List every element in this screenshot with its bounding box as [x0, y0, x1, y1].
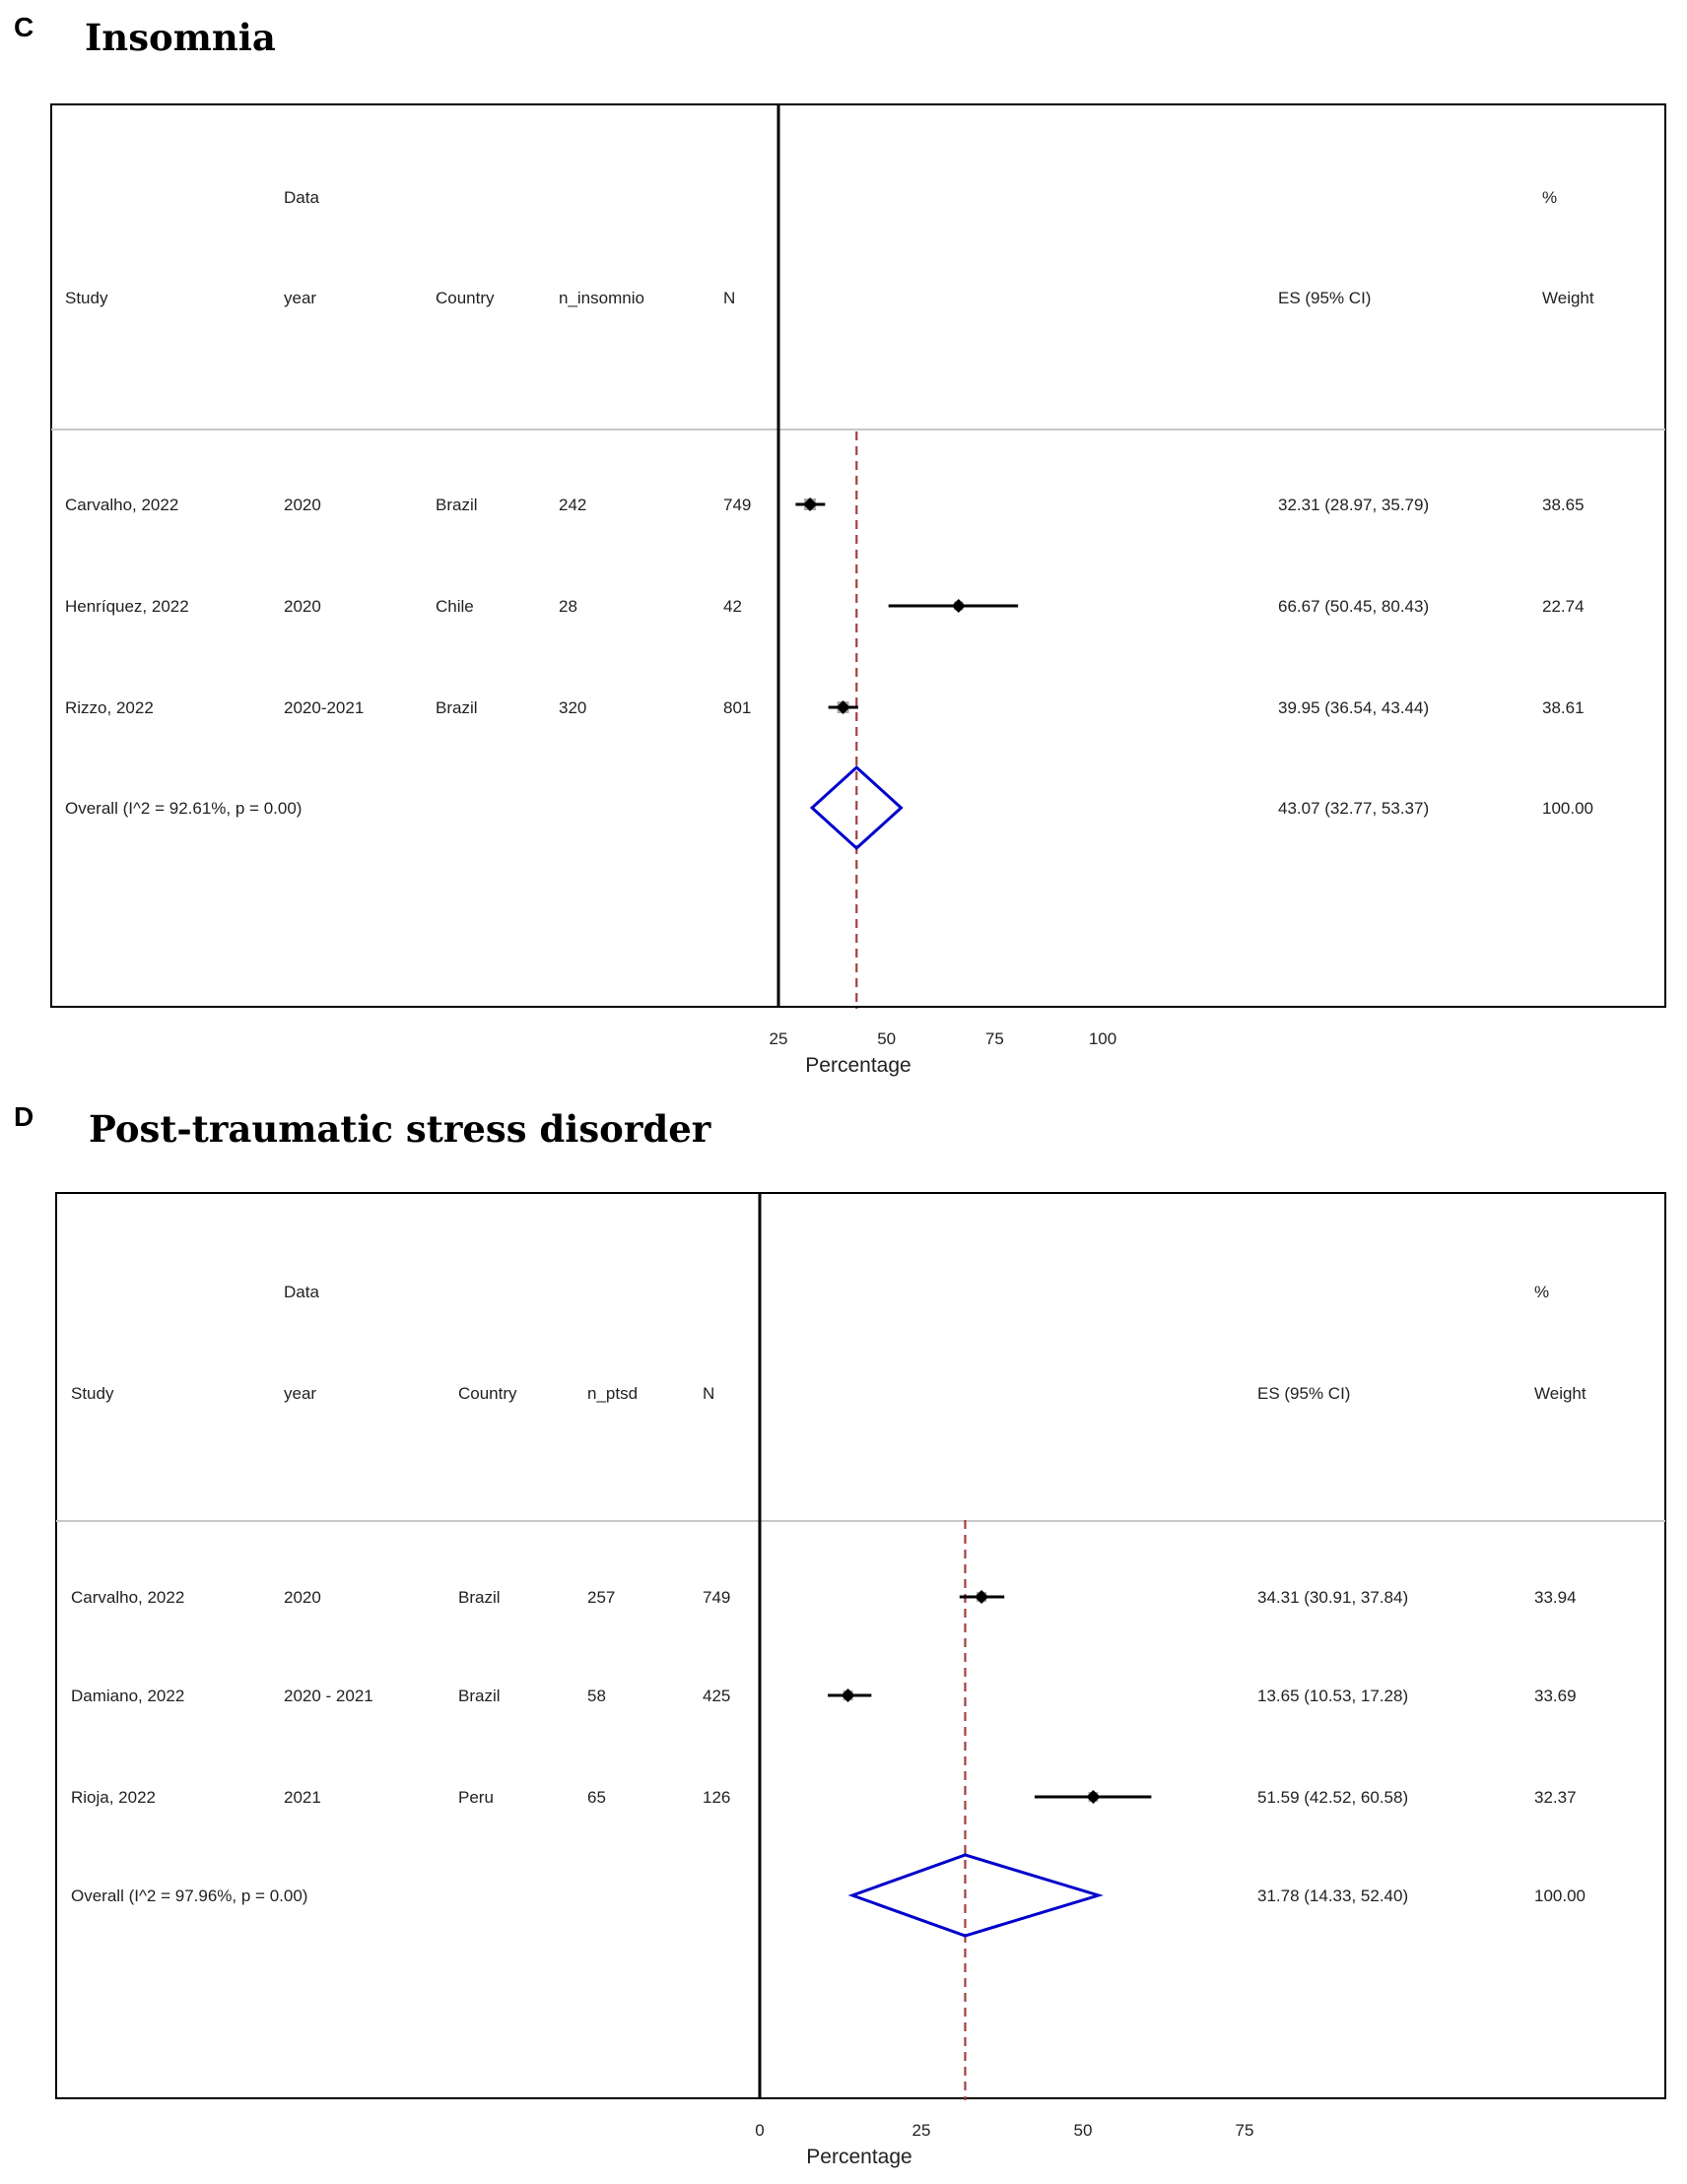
- study-year: 2020-2021: [284, 698, 365, 717]
- header-study: Study: [65, 289, 108, 307]
- header-weight: Weight: [1542, 289, 1594, 307]
- panel-d-ptsd: [0, 1093, 1687, 2184]
- header-n: n_insomnio: [559, 289, 644, 307]
- panel-title: Insomnia: [85, 16, 276, 59]
- study-weight: 33.94: [1534, 1588, 1577, 1607]
- study-country: Peru: [458, 1788, 494, 1807]
- study-name: Carvalho, 2022: [65, 496, 179, 514]
- study-weight: 33.69: [1534, 1687, 1577, 1705]
- study-es-ci: 39.95 (36.54, 43.44): [1278, 698, 1430, 717]
- study-total-n: 749: [703, 1588, 731, 1607]
- header-year: year: [284, 1384, 317, 1403]
- plot-frame: [51, 104, 1665, 1007]
- study-n: 65: [587, 1788, 606, 1807]
- study-es-ci: 51.59 (42.52, 60.58): [1257, 1788, 1409, 1807]
- study-total-n: 425: [703, 1687, 731, 1705]
- study-country: Brazil: [436, 496, 478, 514]
- x-tick-label: 0: [755, 2121, 765, 2140]
- study-weight: 22.74: [1542, 597, 1585, 616]
- x-tick-label: 75: [984, 1029, 1004, 1048]
- x-tick-label: 50: [1073, 2121, 1093, 2140]
- study-es-ci: 32.31 (28.97, 35.79): [1278, 496, 1430, 514]
- study-country: Brazil: [436, 698, 478, 717]
- overall-es-ci: 31.78 (14.33, 52.40): [1257, 1886, 1409, 1905]
- study-country: Chile: [436, 597, 474, 616]
- plot-frame: [56, 1193, 1665, 2098]
- header-data: Data: [284, 1283, 319, 1301]
- study-es-ci: 66.67 (50.45, 80.43): [1278, 597, 1430, 616]
- study-n: 58: [587, 1687, 606, 1705]
- study-n: 28: [559, 597, 577, 616]
- panel-letter: C: [14, 12, 34, 42]
- study-total-n: 801: [723, 698, 752, 717]
- overall-diamond: [852, 1855, 1099, 1936]
- study-n: 320: [559, 698, 587, 717]
- x-axis-title: Percentage: [806, 2146, 912, 2168]
- study-name: Carvalho, 2022: [71, 1588, 185, 1607]
- overall-weight: 100.00: [1534, 1886, 1586, 1905]
- study-es-ci: 13.65 (10.53, 17.28): [1257, 1687, 1409, 1705]
- x-tick-label: 50: [877, 1029, 897, 1048]
- header-es: ES (95% CI): [1257, 1384, 1351, 1403]
- study-weight: 38.61: [1542, 698, 1585, 717]
- study-year: 2020: [284, 597, 321, 616]
- study-weight: 38.65: [1542, 496, 1585, 514]
- study-name: Henríquez, 2022: [65, 597, 189, 616]
- header-percent: %: [1534, 1283, 1550, 1301]
- study-name: Rizzo, 2022: [65, 698, 154, 717]
- x-tick-label: 75: [1235, 2121, 1254, 2140]
- study-n: 257: [587, 1588, 616, 1607]
- x-axis-title: Percentage: [805, 1054, 911, 1077]
- study-country: Brazil: [458, 1588, 501, 1607]
- header-country: Country: [458, 1384, 517, 1403]
- header-country: Country: [436, 289, 495, 307]
- study-year: 2020 - 2021: [284, 1687, 373, 1705]
- x-tick-label: 100: [1088, 1029, 1117, 1048]
- study-total-n: 42: [723, 597, 742, 616]
- forest-plot-ptsd: [0, 1093, 1687, 2184]
- study-total-n: 126: [703, 1788, 731, 1807]
- header-weight: Weight: [1534, 1384, 1586, 1403]
- study-n: 242: [559, 496, 587, 514]
- header-n: n_ptsd: [587, 1384, 639, 1403]
- overall-weight: 100.00: [1542, 799, 1593, 818]
- header-percent: %: [1542, 188, 1558, 207]
- study-country: Brazil: [458, 1687, 501, 1705]
- overall-label: Overall (I^2 = 92.61%, p = 0.00): [65, 799, 303, 818]
- study-weight: 32.37: [1534, 1788, 1577, 1807]
- study-name: Rioja, 2022: [71, 1788, 157, 1807]
- study-year: 2020: [284, 496, 321, 514]
- x-tick-label: 25: [769, 1029, 788, 1048]
- header-total-n: N: [703, 1384, 715, 1403]
- header-study: Study: [71, 1384, 114, 1403]
- header-data: Data: [284, 188, 319, 207]
- overall-es-ci: 43.07 (32.77, 53.37): [1278, 799, 1430, 818]
- panel-letter: D: [14, 1101, 34, 1132]
- study-es-ci: 34.31 (30.91, 37.84): [1257, 1588, 1409, 1607]
- overall-label: Overall (I^2 = 97.96%, p = 0.00): [71, 1886, 308, 1905]
- point-estimate: [952, 599, 966, 613]
- panel-title: Post-traumatic stress disorder: [89, 1107, 711, 1151]
- header-total-n: N: [723, 289, 736, 307]
- study-year: 2021: [284, 1788, 321, 1807]
- header-year: year: [284, 289, 317, 307]
- study-total-n: 749: [723, 496, 752, 514]
- header-es: ES (95% CI): [1278, 289, 1372, 307]
- x-tick-label: 25: [911, 2121, 931, 2140]
- study-name: Damiano, 2022: [71, 1687, 185, 1705]
- study-year: 2020: [284, 1588, 321, 1607]
